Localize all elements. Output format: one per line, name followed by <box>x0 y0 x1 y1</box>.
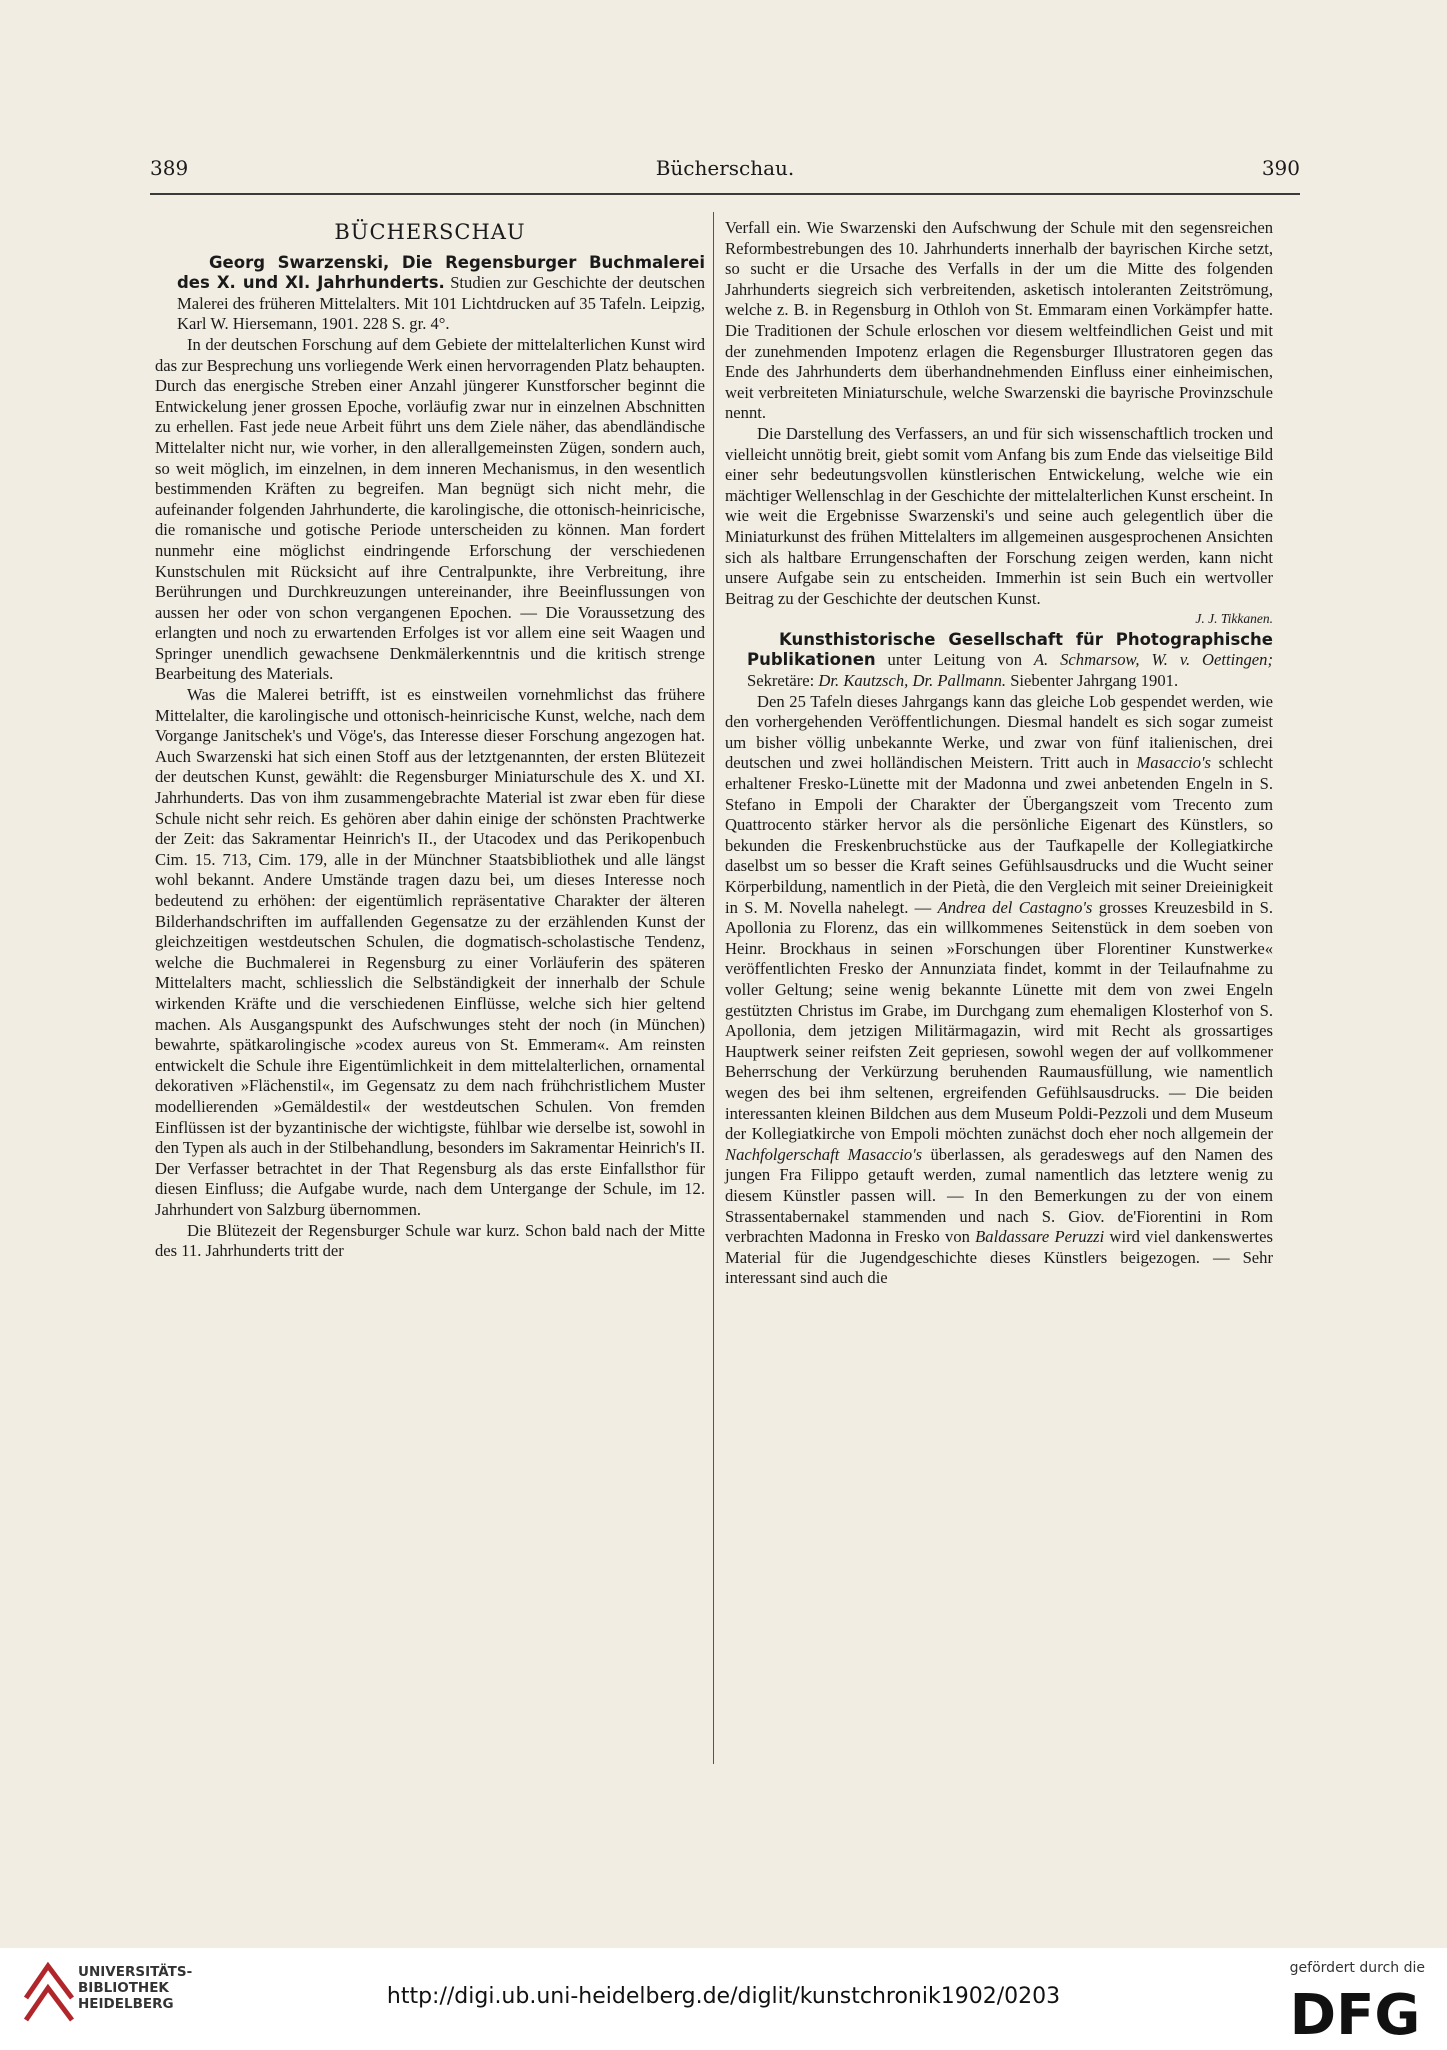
paragraph: Den 25 Tafeln dieses Jahrgangs kann das gleiche Lob gespendet werden, wie den vorhergehenden Veröffentlichungen. Diesmal handelt es sich sogar zumeist um bisher völlig unbekannte Werke, und zwar von fünf italienischen, drei deutschen und zwei holländischen Meistern. Tritt auch in Masaccio's schlecht erhaltener Fresko-Lünette mit der Madonna und zwei anbetenden Engeln in S. Stefano in Empoli der Charakter der Übergangszeit vom Trecento zum Quattrocento stärker hervor als die persönliche Eigenart des Künstlers, so bekunden die Freskenbruchstücke aus der Taufkapelle der Kollegiatkirche daselbst um so besser die Kraft seines Gefühlsausdrucks und die Wucht seiner Körperbildung, namentlich in der Pietà, die den Vergleich mit seiner Dreieinigkeit in S. M. Novella nahelegt. — Andrea del Castagno's grosses Kreuzesbild in S. Apollonia zu Florenz, das ein willkommenes Seitenstück in dem soeben von Heinr. Brockhaus in seinen »Forschungen über Florentiner Kunstwerke« veröffentlichten Fresko der Annunziata findet, kommt in der Teilaufnahme zu voller Geltung; seine wenig bekannte Lünette mit dem von zwei Engeln gestützten Christus im Grabe, im Durchgang zum ehemaligen Klosterhof von S. Apollonia, dem jetzigen Militärmagazin, wird mit Recht als grossartiges Hauptwerk seiner reifsten Zeit gepriesen, sowohl wegen der auf vollkommener Beherrschung der Verkürzung beruhenden Raumausfüllung, wie namentlich wegen des bei ihm seltenen, ergreifenden Gefühlsausdrucks. — Die beiden interessanten kleinen Bildchen aus dem Museum Poldi-Pezzoli und dem Museum der Kollegiatkirche von Empoli möchten zunächst doch eher noch allgemein der Nachfolgerschaft Masaccio's überlassen, als geradeswegs auf den Namen des jungen Fra Filippo getauft werden, zumal namentlich das letztere wenig zu diesem Künstler passen will. — In den Bemerkungen zu der von einem Strassentabernakel stammenden und nach S. Giov. de'Fiorentini in Rom verbrachten Madonna in Fresko von Baldassare Peruzzi wird viel dankenswertes Material für die Jugendgeschichte dieses Künstlers beigezogen. — Sehr interessant sind auch die <box>725 691 1274 1288</box>
review-entry-heading <box>155 253 705 335</box>
dfg-logo-icon <box>1285 1982 1425 2040</box>
entry-details: Studien zur Geschichte der deutschen Malerei des früheren Mittelalters. Mit 101 Lichtdrucken auf 35 Tafeln. Leipzig, Karl W. Hiersemann, 1901. 228 S. gr. 4°. <box>177 273 705 334</box>
section-title: BÜCHERSCHAU <box>334 220 526 244</box>
running-title: Bücherschau. <box>655 156 795 180</box>
library-name: UNIVERSITÄTS- BIBLIOTHEK HEIDELBERG <box>78 1964 193 2012</box>
page-header <box>150 156 1300 186</box>
entry-title: Kunsthistorische Gesellschaft für Photographische Publikationen <box>747 629 1273 670</box>
paragraph: Was die Malerei betrifft, ist es einstweilen vornehmlichst das frühere Mittelalter, die karolingische und ottonisch-heinricische Kunst, welche, nach dem Vorgange Janitschek's und Vöge's, das Interesse dieser Forschung angezogen hat. Auch Swarzenski hat sich einen Stoff aus der letztgenannten, der ersten Blütezeit der deutschen Kunst, gewählt: die Regensburger Miniaturschule des X. und XI. Jahrhunderts. Das von ihm zusammengebrachte Material ist zwar eben für diese Schule nicht sehr reich. Es gehören aber dahin einige der schönsten Prachtwerke der Zeit: das Sakramentar Heinrich's II., der Utacodex und das Perikopenbuch Cim. 15. 713, Cim. 179, alle in der Münchner Staatsbibliothek und alle längst wohl bekannt. Andere Umstände tragen dazu bei, um dieses Interesse noch bedeutend zu erhöhen: der eigentümlich repräsentative Charakter der älteren Bilderhandschriften im auffallenden Gegensatze zu der erzählenden Kunst der gleichzeitigen westdeutschen Schulen, die dogmatisch-scholastische Tendenz, welche die Buchmalerei in Regensburg zu einer Vorläuferin des späteren Mittelalters macht, schliesslich die Selbständigkeit der innerhalb der Schule wirkenden Kräfte und die verschiedenen Einflüsse, welche sich hier geltend machen. Als Ausgangspunkt des Aufschwunges steht der noch (in München) bewahrte, spätkarolingische »codex aureus von St. Emmeram«. Am reinsten entwickelt die Schule ihre Eigentümlichkeit in dem mittelalterlichen, ornamental dekorativen »Flächenstil«, im Gegensatz zu dem nach frühchristlichem Muster modellierenden »Gemäldestil« der westdeutschen Schulen. Von fremden Einflüssen ist der byzantinische der wichtigste, fühlbar wie derselbe ist, sowohl in den Typen als auch in der Stilbehandlung, besonders im Sakramentar Heinrich's II. Der Verfasser betrachtet in der That Regensburg als das erste Einfallsthor für diesen Einfluss; die Aufgabe wurde, nach dem Untergange der Schule, im 12. Jahrhundert von Salzburg übernommen. <box>155 685 705 1219</box>
viewer-footer <box>0 1948 1447 2050</box>
right-column <box>725 218 1273 1289</box>
page-number-left: 389 <box>150 156 189 180</box>
left-column <box>155 218 705 1262</box>
funding-label: gefördert durch die <box>1289 1960 1425 1976</box>
source-url-link[interactable]: http://digi.ub.uni-heidelberg.de/diglit/kunstchronik1902/0203 <box>386 1984 1061 2009</box>
header-rule <box>150 193 1300 195</box>
page-number-right: 390 <box>1261 156 1300 180</box>
paragraph: Die Blütezeit der Regensburger Schule war kurz. Schon bald nach der Mitte des 11. Jahrhunderts tritt der <box>155 1220 705 1261</box>
reviewer-signature: J. J. Tikkanen. <box>1195 611 1273 627</box>
paragraph: Die Darstellung des Verfassers, an und für sich wissenschaftlich trocken und vielleicht unnötig breit, giebt somit vom Anfang bis zum Ende das vielseitige Bild einer sehr bedeutungsvollen künstlerischen Entwickelung, welche wie ein mächtiger Wellenschlag in der Geschichte der mittelalterlichen Kunst erscheint. In wie weit die Ergebnisse Swarzenski's und seine auch gelegentlich über die Miniaturkunst des frühen Mittelalters im allgemeinen ausgesprochenen Ansichten sich als haltbare Errungenschaften der Forschung zeigen werden, kann nicht unsere Aufgabe sein zu entscheiden. Immerhin ist sein Buch ein wertvoller Beitrag zu der Geschichte der deutschen Kunst. <box>725 423 1273 608</box>
entry-title: Georg Swarzenski, Die Regensburger Buchmalerei des X. und XI. Jahrhunderts. <box>177 252 705 293</box>
paragraph: In der deutschen Forschung auf dem Gebiete der mittelalterlichen Kunst wird das zur Besprechung uns vorliegende Werk einen hervorragenden Platz behaupten. Durch das energische Streben einer Anzahl jüngerer Kunstforscher beginnt die Entwickelung jener grossen Epoche, vorläufig zwar nur in einzelnen Abschnitten zu erhellen. Fast jede neue Arbeit führt uns dem Ziele näher, das abendländische Mittelalter nicht nur, wie vorher, in den allerallgemeinsten Zügen, sondern auch, so weit möglich, im einzelnen, in dem inneren Mechanismus, in den wesentlich bestimmenden Kräften zu begreifen. Man begnügt sich nicht mehr, die aufeinander folgenden Jahrhunderte, die karolingische, die ottonisch-heinricische, die romanische und gotische Periode unterscheiden zu können. Man fordert nunmehr eine möglichst eindringende Erforschung der verschiedenen Kunstschulen mit Rücksicht auf ihre Centralpunkte, ihre Verbreitung, ihre Berührungen und Durchkreuzungen untereinander, ihre Beeinflussungen von aussen her oder von schon vergangenen Epochen. — Die Voraussetzung des erlangten und noch zu erwartenden Erfolges ist vor allem eine seit Waagen und Springer unendlich gewachsene Denkmälerkenntnis und die kritisch strenge Bearbeitung des Materials. <box>155 334 705 684</box>
paragraph: Verfall ein. Wie Swarzenski den Aufschwung der Schule mit den segensreichen Reformbestrebungen des 10. Jahrhunderts innerhalb der bayrischen Kirche setzt, so sucht er die Ursache des Verfalls in der um die Mitte des folgenden Jahrhunderts siegreich sich verbreitenden, asketisch intoleranten Zeitströmung, welche z. B. in Regensburg in Othloh von St. Emmaram einen Vorkämpfer hatte. Die Traditionen der Schule erloschen vor diesem weltfeindlichen Geist und mit der zunehmenden Impotenz erlagen die Regensburger Illustratoren gegen das Ende des Jahrhunderts dem überhandnehmenden Einfluss einer einheimischen, weit verbreiteten Miniaturschule, welche Swarzenski die bayrische Provinzschule nennt. <box>725 218 1273 423</box>
svg-text:DFG: DFG <box>1289 1983 1421 2040</box>
column-divider <box>713 212 714 1764</box>
review-entry-heading: Kunsthistorische Gesellschaft für Photographische Publikationen unter Leitung von A. Schmarsow, W. v. Oettingen; Sekretäre: Dr. Kautzsch, Dr. Pallmann. Siebenter Jahrgang 1901. <box>747 629 1273 691</box>
